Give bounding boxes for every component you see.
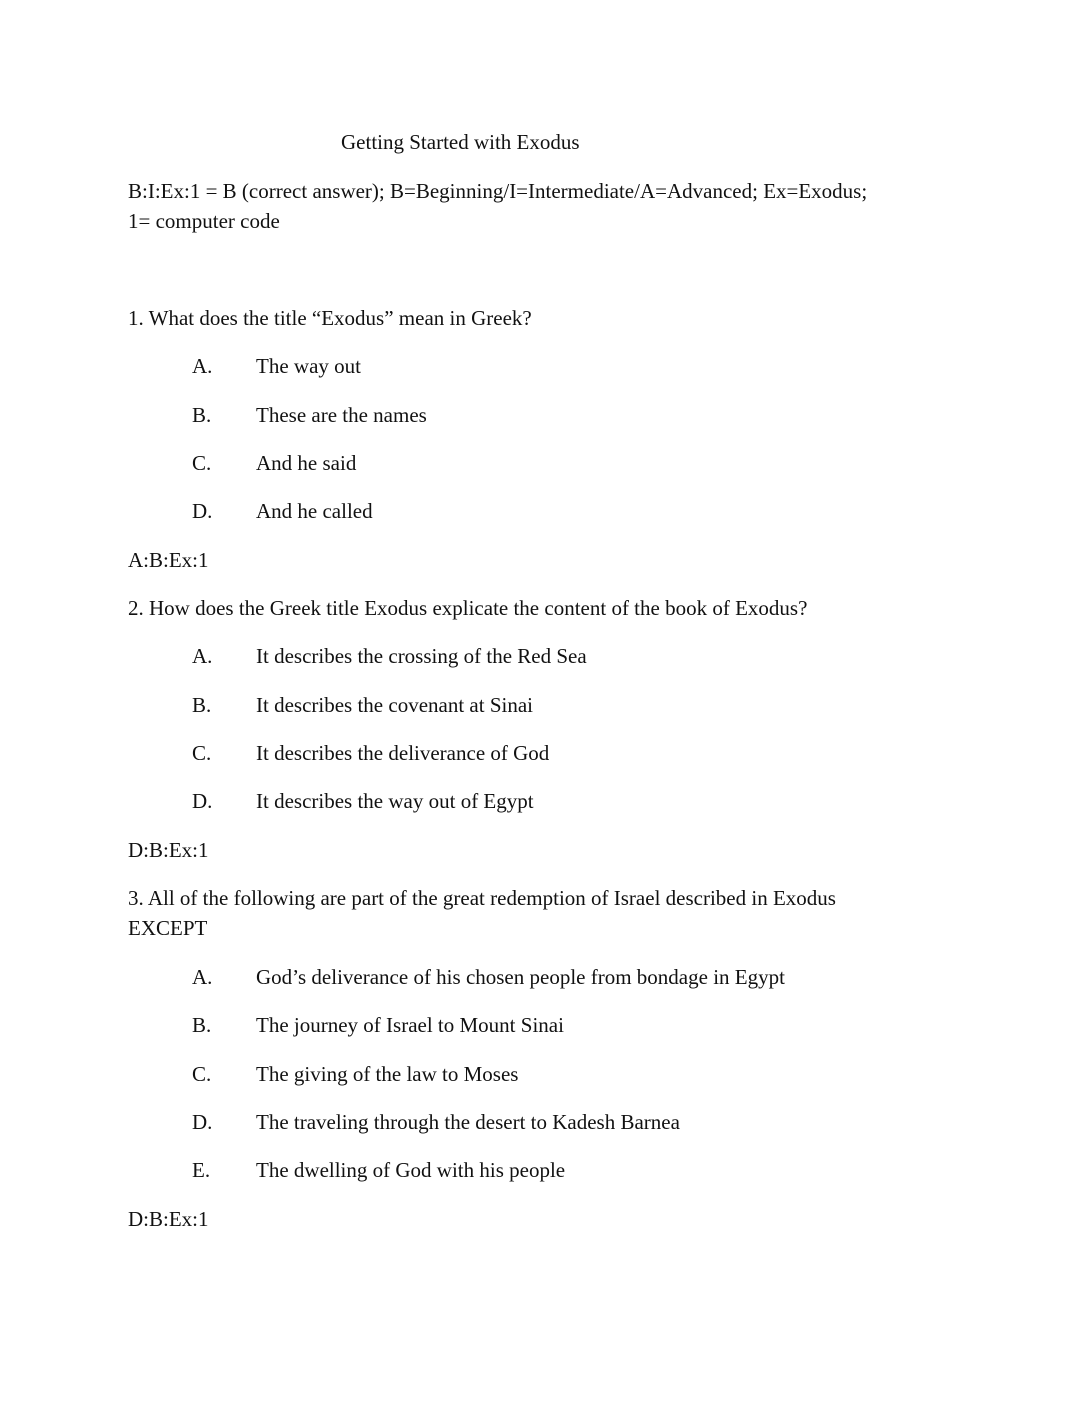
option-text: These are the names bbox=[256, 403, 427, 427]
option-letter: E. bbox=[192, 1158, 211, 1182]
option-letter: B. bbox=[192, 693, 212, 717]
option-text: And he called bbox=[256, 499, 373, 523]
option-letter: C. bbox=[192, 451, 212, 475]
option-text: The giving of the law to Moses bbox=[256, 1062, 519, 1086]
question-prompt: 3. All of the following are part of the great redemption of Israel described in Exodus bbox=[128, 886, 836, 910]
option-letter: D. bbox=[192, 1110, 213, 1134]
option-text: It describes the covenant at Sinai bbox=[256, 693, 533, 717]
question-prompt: 1. What does the title “Exodus” mean in Greek? bbox=[128, 306, 532, 330]
option-letter: D. bbox=[192, 789, 213, 813]
option-text: The traveling through the desert to Kadesh Barnea bbox=[256, 1110, 680, 1134]
option-letter: B. bbox=[192, 1013, 212, 1037]
option-letter: C. bbox=[192, 741, 212, 765]
option-text: It describes the crossing of the Red Sea bbox=[256, 644, 587, 668]
option-text: And he said bbox=[256, 451, 357, 475]
legend-line-2: 1= computer code bbox=[128, 209, 280, 233]
page-title: Getting Started with Exodus bbox=[341, 130, 580, 154]
option-letter: A. bbox=[192, 354, 213, 378]
answer-code: A:B:Ex:1 bbox=[128, 548, 209, 572]
option-text: It describes the deliverance of God bbox=[256, 741, 550, 765]
option-text: The journey of Israel to Mount Sinai bbox=[256, 1013, 564, 1037]
question-prompt: 2. How does the Greek title Exodus explicate the content of the book of Exodus? bbox=[128, 596, 808, 620]
option-letter: B. bbox=[192, 403, 212, 427]
option-text: The dwelling of God with his people bbox=[256, 1158, 566, 1182]
answer-code: D:B:Ex:1 bbox=[128, 838, 209, 862]
legend-line-1: B:I:Ex:1 = B (correct answer); B=Beginning/I=Intermediate/A=Advanced; Ex=Exodus; bbox=[128, 179, 868, 203]
option-letter: A. bbox=[192, 965, 213, 989]
option-letter: C. bbox=[192, 1062, 212, 1086]
answer-code: D:B:Ex:1 bbox=[128, 1207, 209, 1231]
option-text: It describes the way out of Egypt bbox=[256, 789, 534, 813]
option-text: God’s deliverance of his chosen people from bondage in Egypt bbox=[256, 965, 785, 989]
option-text: The way out bbox=[256, 354, 361, 378]
option-letter: D. bbox=[192, 499, 213, 523]
question-prompt-continued: EXCEPT bbox=[128, 916, 208, 940]
option-letter: A. bbox=[192, 644, 213, 668]
